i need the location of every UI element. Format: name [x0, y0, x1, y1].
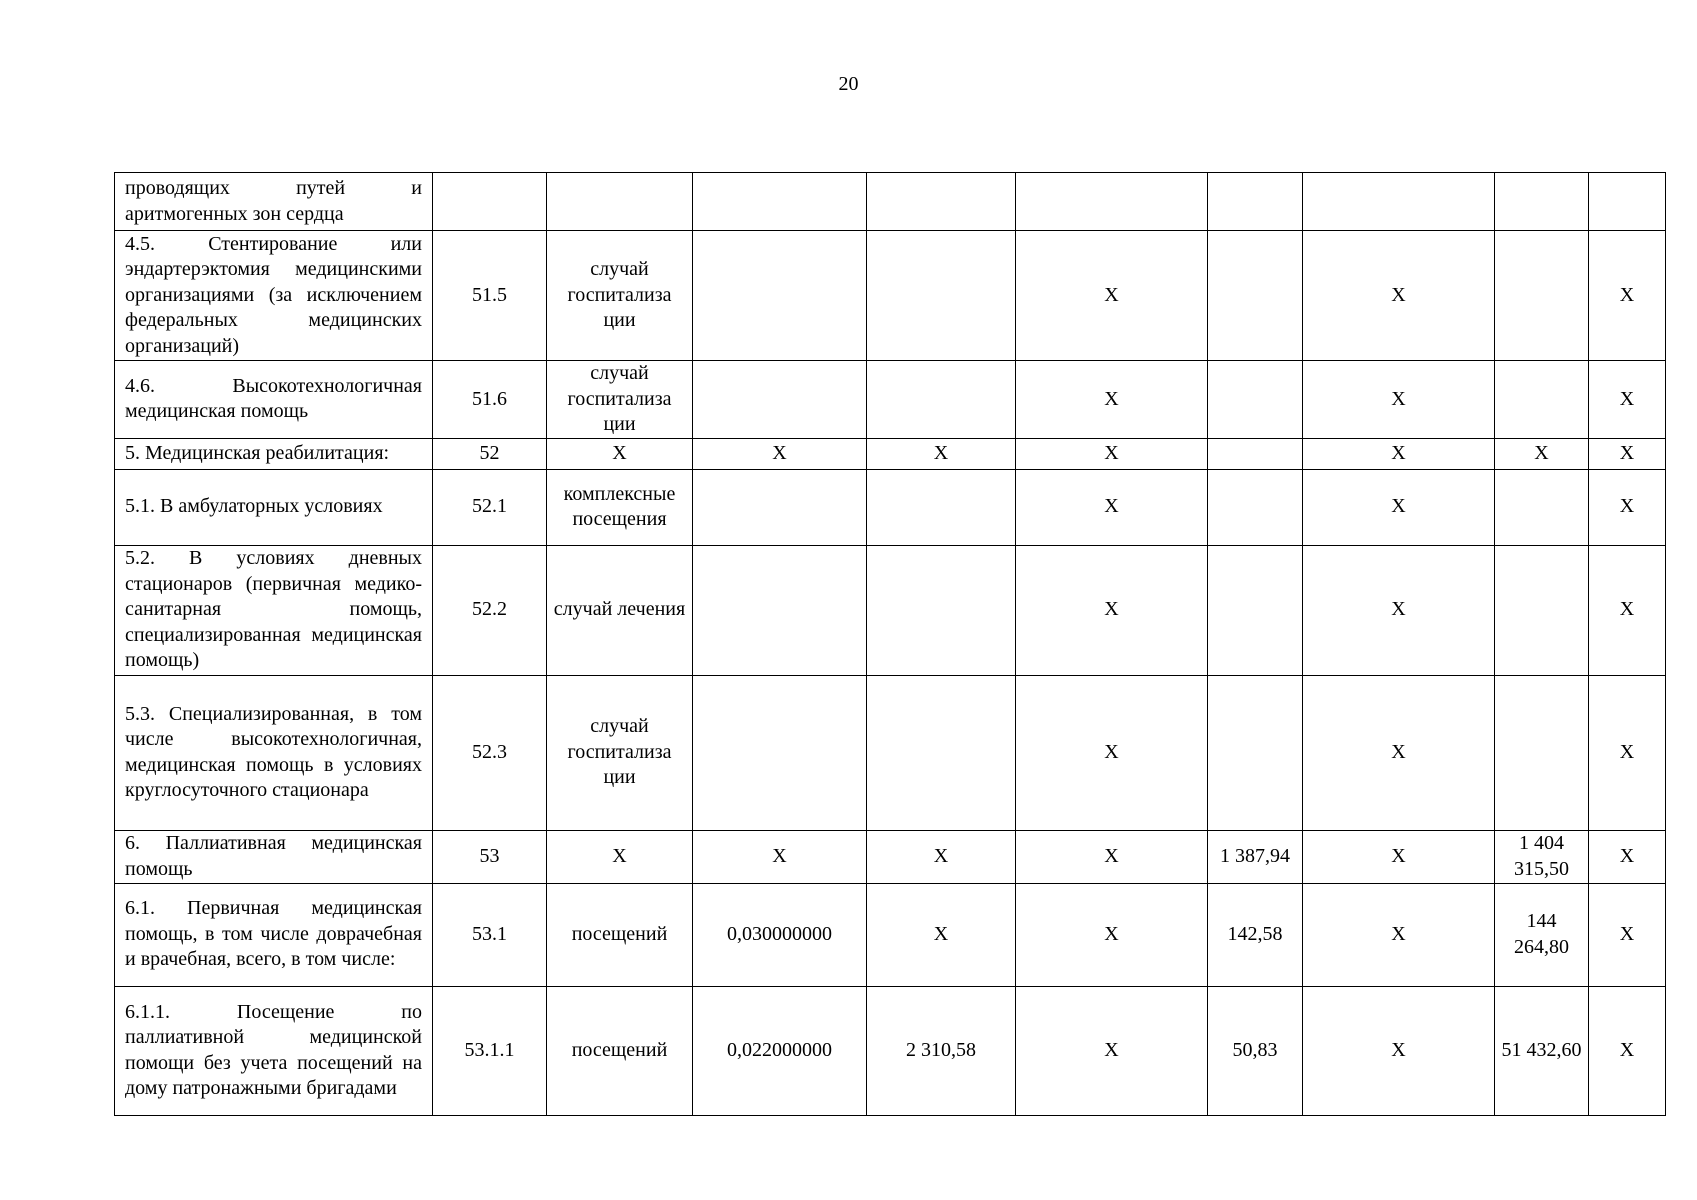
- row-value-cell: 142,58: [1208, 883, 1303, 986]
- row-unit-cell: случай лечения: [547, 545, 693, 675]
- row-value-cell: X: [1016, 361, 1208, 439]
- row-value-cell: [1495, 545, 1589, 675]
- row-value-cell: [693, 545, 867, 675]
- row-value-cell: X: [1303, 469, 1495, 545]
- row-value-cell: X: [1016, 986, 1208, 1115]
- row-value-cell: [867, 173, 1016, 231]
- row-value-cell: [1208, 438, 1303, 469]
- row-value-cell: [1495, 469, 1589, 545]
- row-value-cell: [867, 469, 1016, 545]
- row-value-cell: X: [1303, 986, 1495, 1115]
- row-name-cell: 6. Паллиативная медицинская помощь: [115, 830, 433, 883]
- row-value-cell: [693, 361, 867, 439]
- row-code-cell: 53.1: [433, 883, 547, 986]
- row-value-cell: [1208, 469, 1303, 545]
- table-row: [115, 361, 1666, 439]
- page-number: 20: [838, 73, 859, 95]
- row-value-cell: X: [1589, 545, 1666, 675]
- row-value-cell: [1208, 231, 1303, 361]
- row-value-cell: [1495, 173, 1589, 231]
- row-value-cell: [1495, 675, 1589, 830]
- table-row: [115, 469, 1666, 545]
- row-value-cell: X: [1303, 830, 1495, 883]
- row-value-cell: X: [1016, 883, 1208, 986]
- row-name-cell: 6.1. Первичная медицинская помощь, в том числе доврачебная и врачебная, всего, в том числе:: [115, 883, 433, 986]
- row-name-cell: 4.6. Высокотехнологичная медицинская помощь: [115, 361, 433, 439]
- row-value-cell: X: [1589, 675, 1666, 830]
- row-value-cell: 0,030000000: [693, 883, 867, 986]
- tariff-table: [114, 172, 1666, 1116]
- row-value-cell: [1589, 173, 1666, 231]
- row-value-cell: X: [1589, 986, 1666, 1115]
- row-value-cell: X: [867, 830, 1016, 883]
- row-value-cell: X: [1303, 231, 1495, 361]
- table-row: [115, 830, 1666, 883]
- row-value-cell: [693, 173, 867, 231]
- row-value-cell: [1208, 173, 1303, 231]
- row-unit-cell: случай госпитализа ции: [547, 231, 693, 361]
- row-code-cell: 52: [433, 438, 547, 469]
- row-value-cell: X: [1589, 361, 1666, 439]
- row-value-cell: [1208, 361, 1303, 439]
- row-value-cell: X: [1303, 883, 1495, 986]
- row-code-cell: 52.2: [433, 545, 547, 675]
- row-value-cell: X: [693, 830, 867, 883]
- row-value-cell: [1303, 173, 1495, 231]
- row-value-cell: 50,83: [1208, 986, 1303, 1115]
- row-value-cell: X: [1589, 438, 1666, 469]
- table-row: [115, 883, 1666, 986]
- row-value-cell: [1208, 545, 1303, 675]
- row-value-cell: X: [1016, 231, 1208, 361]
- row-value-cell: X: [1589, 883, 1666, 986]
- row-code-cell: 52.1: [433, 469, 547, 545]
- row-value-cell: 2 310,58: [867, 986, 1016, 1115]
- row-value-cell: X: [1016, 545, 1208, 675]
- row-value-cell: X: [693, 438, 867, 469]
- row-name-cell: 5.1. В амбулаторных условиях: [115, 469, 433, 545]
- row-value-cell: 51 432,60: [1495, 986, 1589, 1115]
- row-unit-cell: X: [547, 830, 693, 883]
- row-value-cell: [867, 231, 1016, 361]
- row-value-cell: X: [1589, 469, 1666, 545]
- row-value-cell: X: [1589, 830, 1666, 883]
- row-value-cell: [867, 675, 1016, 830]
- row-value-cell: X: [1016, 675, 1208, 830]
- row-name-cell: проводящих путей и аритмогенных зон сердца: [115, 173, 433, 231]
- row-unit-cell: случай госпитализа ции: [547, 361, 693, 439]
- row-name-cell: 5.2. В условиях дневных стационаров (первичная медико-санитарная помощь, специализированная медицинская помощь): [115, 545, 433, 675]
- row-code-cell: [433, 173, 547, 231]
- row-code-cell: 51.5: [433, 231, 547, 361]
- row-value-cell: [693, 675, 867, 830]
- row-unit-cell: посещений: [547, 986, 693, 1115]
- row-value-cell: X: [1495, 438, 1589, 469]
- row-unit-cell: посещений: [547, 883, 693, 986]
- row-value-cell: [867, 361, 1016, 439]
- row-unit-cell: комплексные посещения: [547, 469, 693, 545]
- row-value-cell: [867, 545, 1016, 675]
- row-unit-cell: X: [547, 438, 693, 469]
- row-value-cell: X: [1303, 675, 1495, 830]
- row-value-cell: X: [1016, 438, 1208, 469]
- row-value-cell: [1016, 173, 1208, 231]
- table-row: [115, 173, 1666, 231]
- row-value-cell: 1 387,94: [1208, 830, 1303, 883]
- row-value-cell: X: [1016, 830, 1208, 883]
- row-value-cell: [1495, 361, 1589, 439]
- row-value-cell: 144 264,80: [1495, 883, 1589, 986]
- table-row: [115, 986, 1666, 1115]
- row-value-cell: X: [1303, 438, 1495, 469]
- row-name-cell: 5. Медицинская реабилитация:: [115, 438, 433, 469]
- row-value-cell: [1208, 675, 1303, 830]
- row-value-cell: X: [867, 883, 1016, 986]
- row-code-cell: 53: [433, 830, 547, 883]
- table-row: [115, 545, 1666, 675]
- table-row: [115, 675, 1666, 830]
- row-value-cell: 0,022000000: [693, 986, 867, 1115]
- row-value-cell: X: [1016, 469, 1208, 545]
- row-code-cell: 53.1.1: [433, 986, 547, 1115]
- row-value-cell: X: [867, 438, 1016, 469]
- row-value-cell: X: [1303, 361, 1495, 439]
- row-name-cell: 5.3. Специализированная, в том числе высокотехнологичная, медицинская помощь в условиях круглосуточного стационара: [115, 675, 433, 830]
- row-value-cell: 1 404 315,50: [1495, 830, 1589, 883]
- table-row: [115, 231, 1666, 361]
- row-value-cell: [693, 469, 867, 545]
- table-row: [115, 438, 1666, 469]
- row-unit-cell: [547, 173, 693, 231]
- row-unit-cell: случай госпитализа ции: [547, 675, 693, 830]
- row-value-cell: [1495, 231, 1589, 361]
- row-name-cell: 6.1.1. Посещение по паллиативной медицинской помощи без учета посещений на дому патронажными бригадами: [115, 986, 433, 1115]
- row-value-cell: [693, 231, 867, 361]
- row-value-cell: X: [1303, 545, 1495, 675]
- row-code-cell: 51.6: [433, 361, 547, 439]
- row-code-cell: 52.3: [433, 675, 547, 830]
- row-value-cell: X: [1589, 231, 1666, 361]
- row-name-cell: 4.5. Стентирование или эндартерэктомия медицинскими организациями (за исключением федеральных медицинских организаций): [115, 231, 433, 361]
